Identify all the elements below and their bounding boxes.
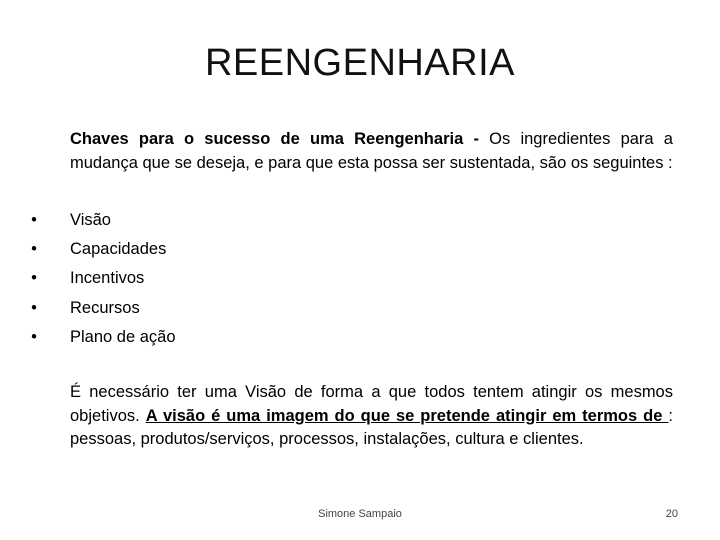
bullet-icon: • (31, 240, 37, 259)
footer-author: Simone Sampaio (318, 508, 402, 520)
bullet-icon: • (31, 298, 37, 317)
closing-text-end: : pessoas, produtos/serviços, processos, instalações, cultura e clientes. (70, 406, 673, 448)
page-number: 20 (665, 508, 678, 520)
closing-paragraph (70, 381, 673, 452)
list-item (28, 206, 628, 235)
list-item-label: Capacidades (70, 240, 167, 259)
list-item (28, 294, 628, 323)
intro-bold-text: Chaves para o sucesso de uma Reengenharia - (70, 130, 479, 148)
bullet-icon: • (31, 211, 37, 229)
list-item-label: Plano de ação (70, 327, 176, 346)
closing-text-start: É necessário ter uma Visão de forma a que todos tentem atingir os mesmos objetivos. (70, 383, 673, 425)
intro-paragraph (70, 128, 673, 175)
intro-text: Os ingredientes para a mudança que se deseja, e para que esta possa ser sustentada, são os seguintes : (70, 130, 673, 172)
list-item-label: Recursos (70, 298, 140, 317)
list-item (28, 235, 628, 264)
list-item (28, 264, 628, 293)
list-item-label: Incentivos (70, 269, 145, 288)
list-item (28, 323, 628, 352)
closing-underlined-text: A visão é uma imagem do que se pretende atingir em termos de (145, 406, 669, 425)
bullet-list (28, 206, 628, 352)
bullet-icon: • (31, 327, 37, 346)
bullet-icon: • (31, 269, 37, 288)
slide-title: REENGENHARIA (204, 42, 516, 84)
list-item-label: Visão (70, 211, 111, 229)
